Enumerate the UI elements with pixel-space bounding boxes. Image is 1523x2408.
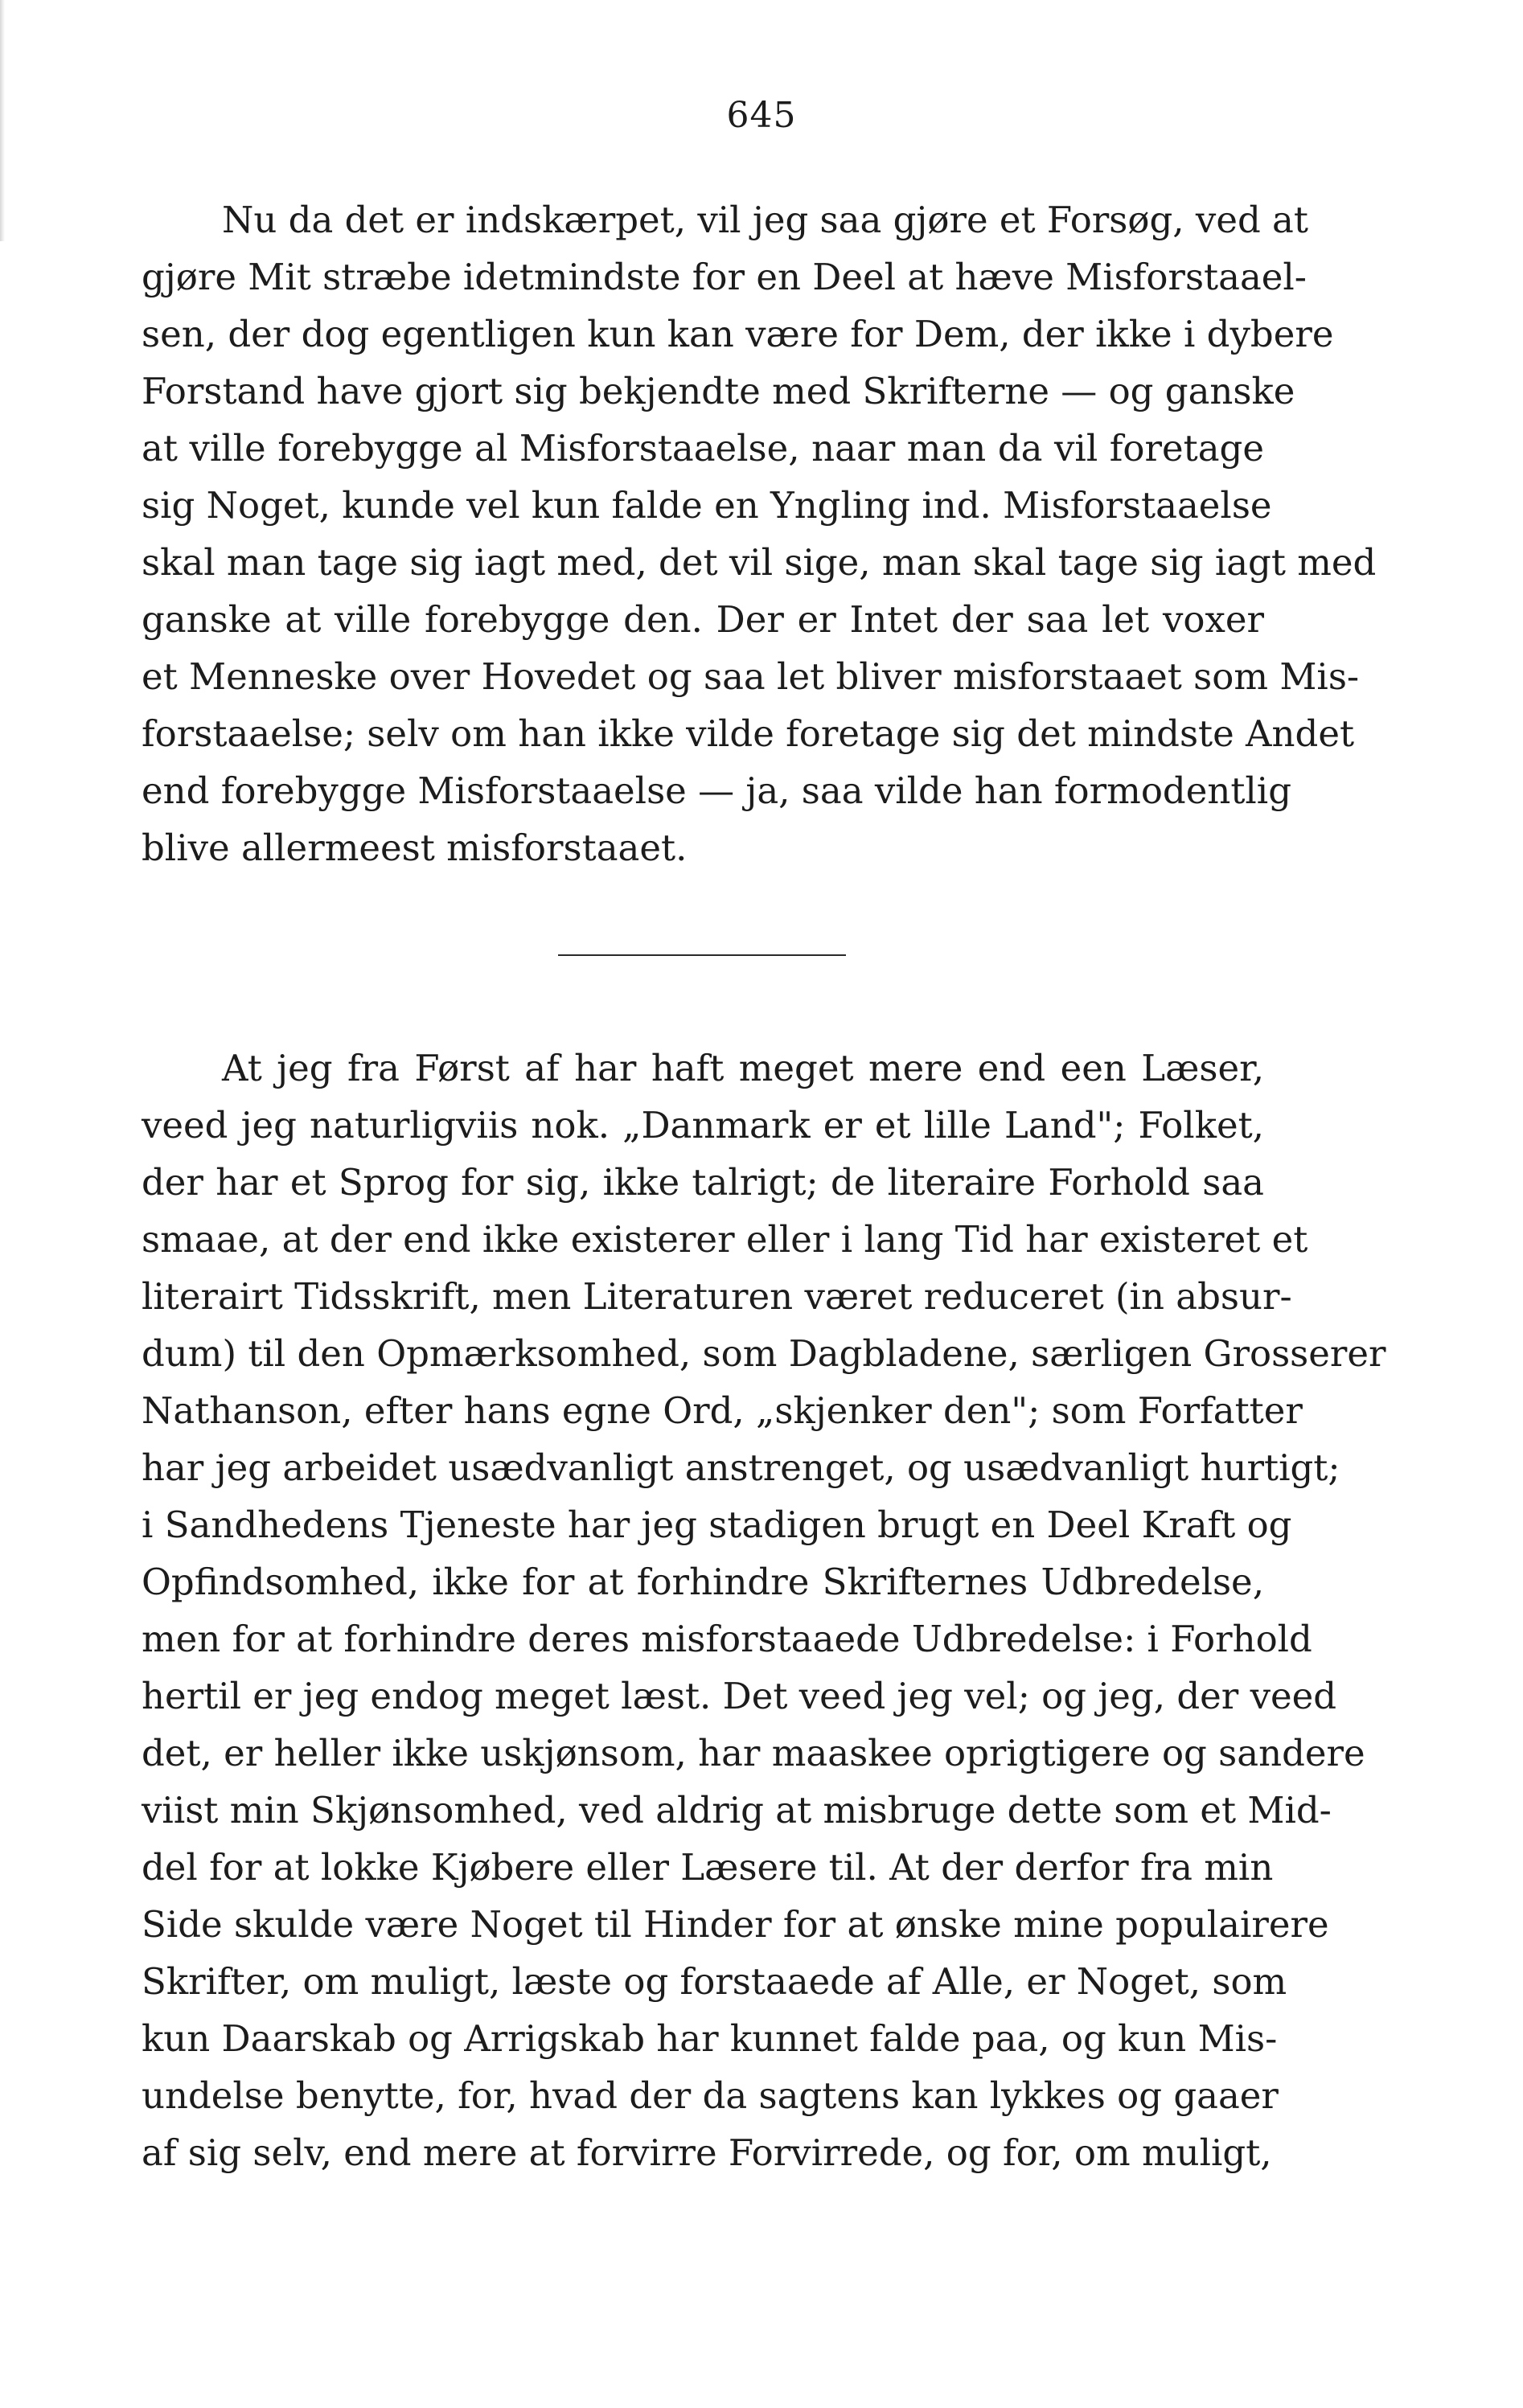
text-line: sen, der dog egentligen kun kan være for Dem, der ikke i dybere [142, 313, 1334, 355]
text-line: i Sandhedens Tjeneste har jeg stadigen brugt en Deel Kraft og [142, 1503, 1292, 1546]
text-line: ganske at ville forebygge den. Der er Intet der saa let voxer [142, 598, 1264, 641]
text-line: Nu da det er indskærpet, vil jeg saa gjøre et Forsøg, ved at [222, 199, 1308, 241]
text-line: blive allermeest misforstaaet. [142, 827, 688, 869]
section-divider [558, 954, 846, 956]
text-line: Forstand have gjort sig bekjendte med Skrifterne — og ganske [142, 370, 1295, 412]
text-line: undelse benytte, for, hvad der da sagtens kan lykkes og gaaer [142, 2074, 1279, 2117]
paragraph-2 [142, 1040, 1386, 2181]
text-line: at ville forebygge al Misforstaaelse, naar man da vil foretage [142, 427, 1264, 470]
text-line: gjøre Mit stræbe idetmindste for en Deel at hæve Misforstaael- [142, 256, 1307, 298]
text-line: der har et Sprog for sig, ikke talrigt; de literaire Forhold saa [142, 1161, 1264, 1204]
paragraph-1 [142, 191, 1377, 876]
text-line: Side skulde være Noget til Hinder for at ønske mine populairere [142, 1903, 1329, 1946]
text-line: skal man tage sig iagt med, det vil sige, man skal tage sig iagt med [142, 541, 1377, 584]
text-line: af sig selv, end mere at forvirre Forvirrede, og for, om muligt, [142, 2131, 1272, 2174]
text-line: hertil er jeg endog meget læst. Det veed jeg vel; og jeg, der veed [142, 1675, 1337, 1717]
text-line: veed jeg naturligviis nok. „Danmark er et lille Land"; Folket, [142, 1104, 1264, 1147]
text-line: Opfindsomhed, ikke for at forhindre Skrifternes Udbredelse, [142, 1561, 1264, 1603]
text-line: At jeg fra Først af har haft meget mere end een Læser, [222, 1047, 1264, 1089]
text-line: forstaaelse; selv om han ikke vilde foretage sig det mindste Andet [142, 712, 1355, 755]
text-line: men for at forhindre deres misforstaaede Udbredelse: i Forhold [142, 1618, 1312, 1660]
text-line: literairt Tidsskrift, men Literaturen været reduceret (in absur- [142, 1275, 1292, 1318]
page-number: 645 [726, 95, 797, 136]
text-line: kun Daarskab og Arrigskab har kunnet falde paa, og kun Mis- [142, 2017, 1278, 2060]
text-line: Nathanson, efter hans egne Ord, „skjenker den"; som Forfatter [142, 1389, 1303, 1432]
text-line: end forebygge Misforstaaelse — ja, saa vilde han formodentlig [142, 769, 1292, 812]
text-line: del for at lokke Kjøbere eller Læsere til. At der derfor fra min [142, 1846, 1274, 1889]
text-line: et Menneske over Hovedet og saa let bliver misforstaaet som Mis- [142, 655, 1360, 698]
text-line: sig Noget, kunde vel kun falde en Yngling ind. Misforstaaelse [142, 484, 1272, 527]
text-line: det, er heller ikke uskjønsom, har maaskee oprigtigere og sandere [142, 1732, 1365, 1774]
text-line: viist min Skjønsomhed, ved aldrig at misbruge dette som et Mid- [142, 1789, 1332, 1832]
text-line: smaae, at der end ikke existerer eller i lang Tid har existeret et [142, 1218, 1308, 1261]
text-line: Skrifter, om muligt, læste og forstaaede af Alle, er Noget, som [142, 1960, 1287, 2003]
text-line: har jeg arbeidet usædvanligt anstrenget, og usædvanligt hurtigt; [142, 1446, 1340, 1489]
text-line: dum) til den Opmærksomhed, som Dagbladene, særligen Grosserer [142, 1332, 1386, 1375]
